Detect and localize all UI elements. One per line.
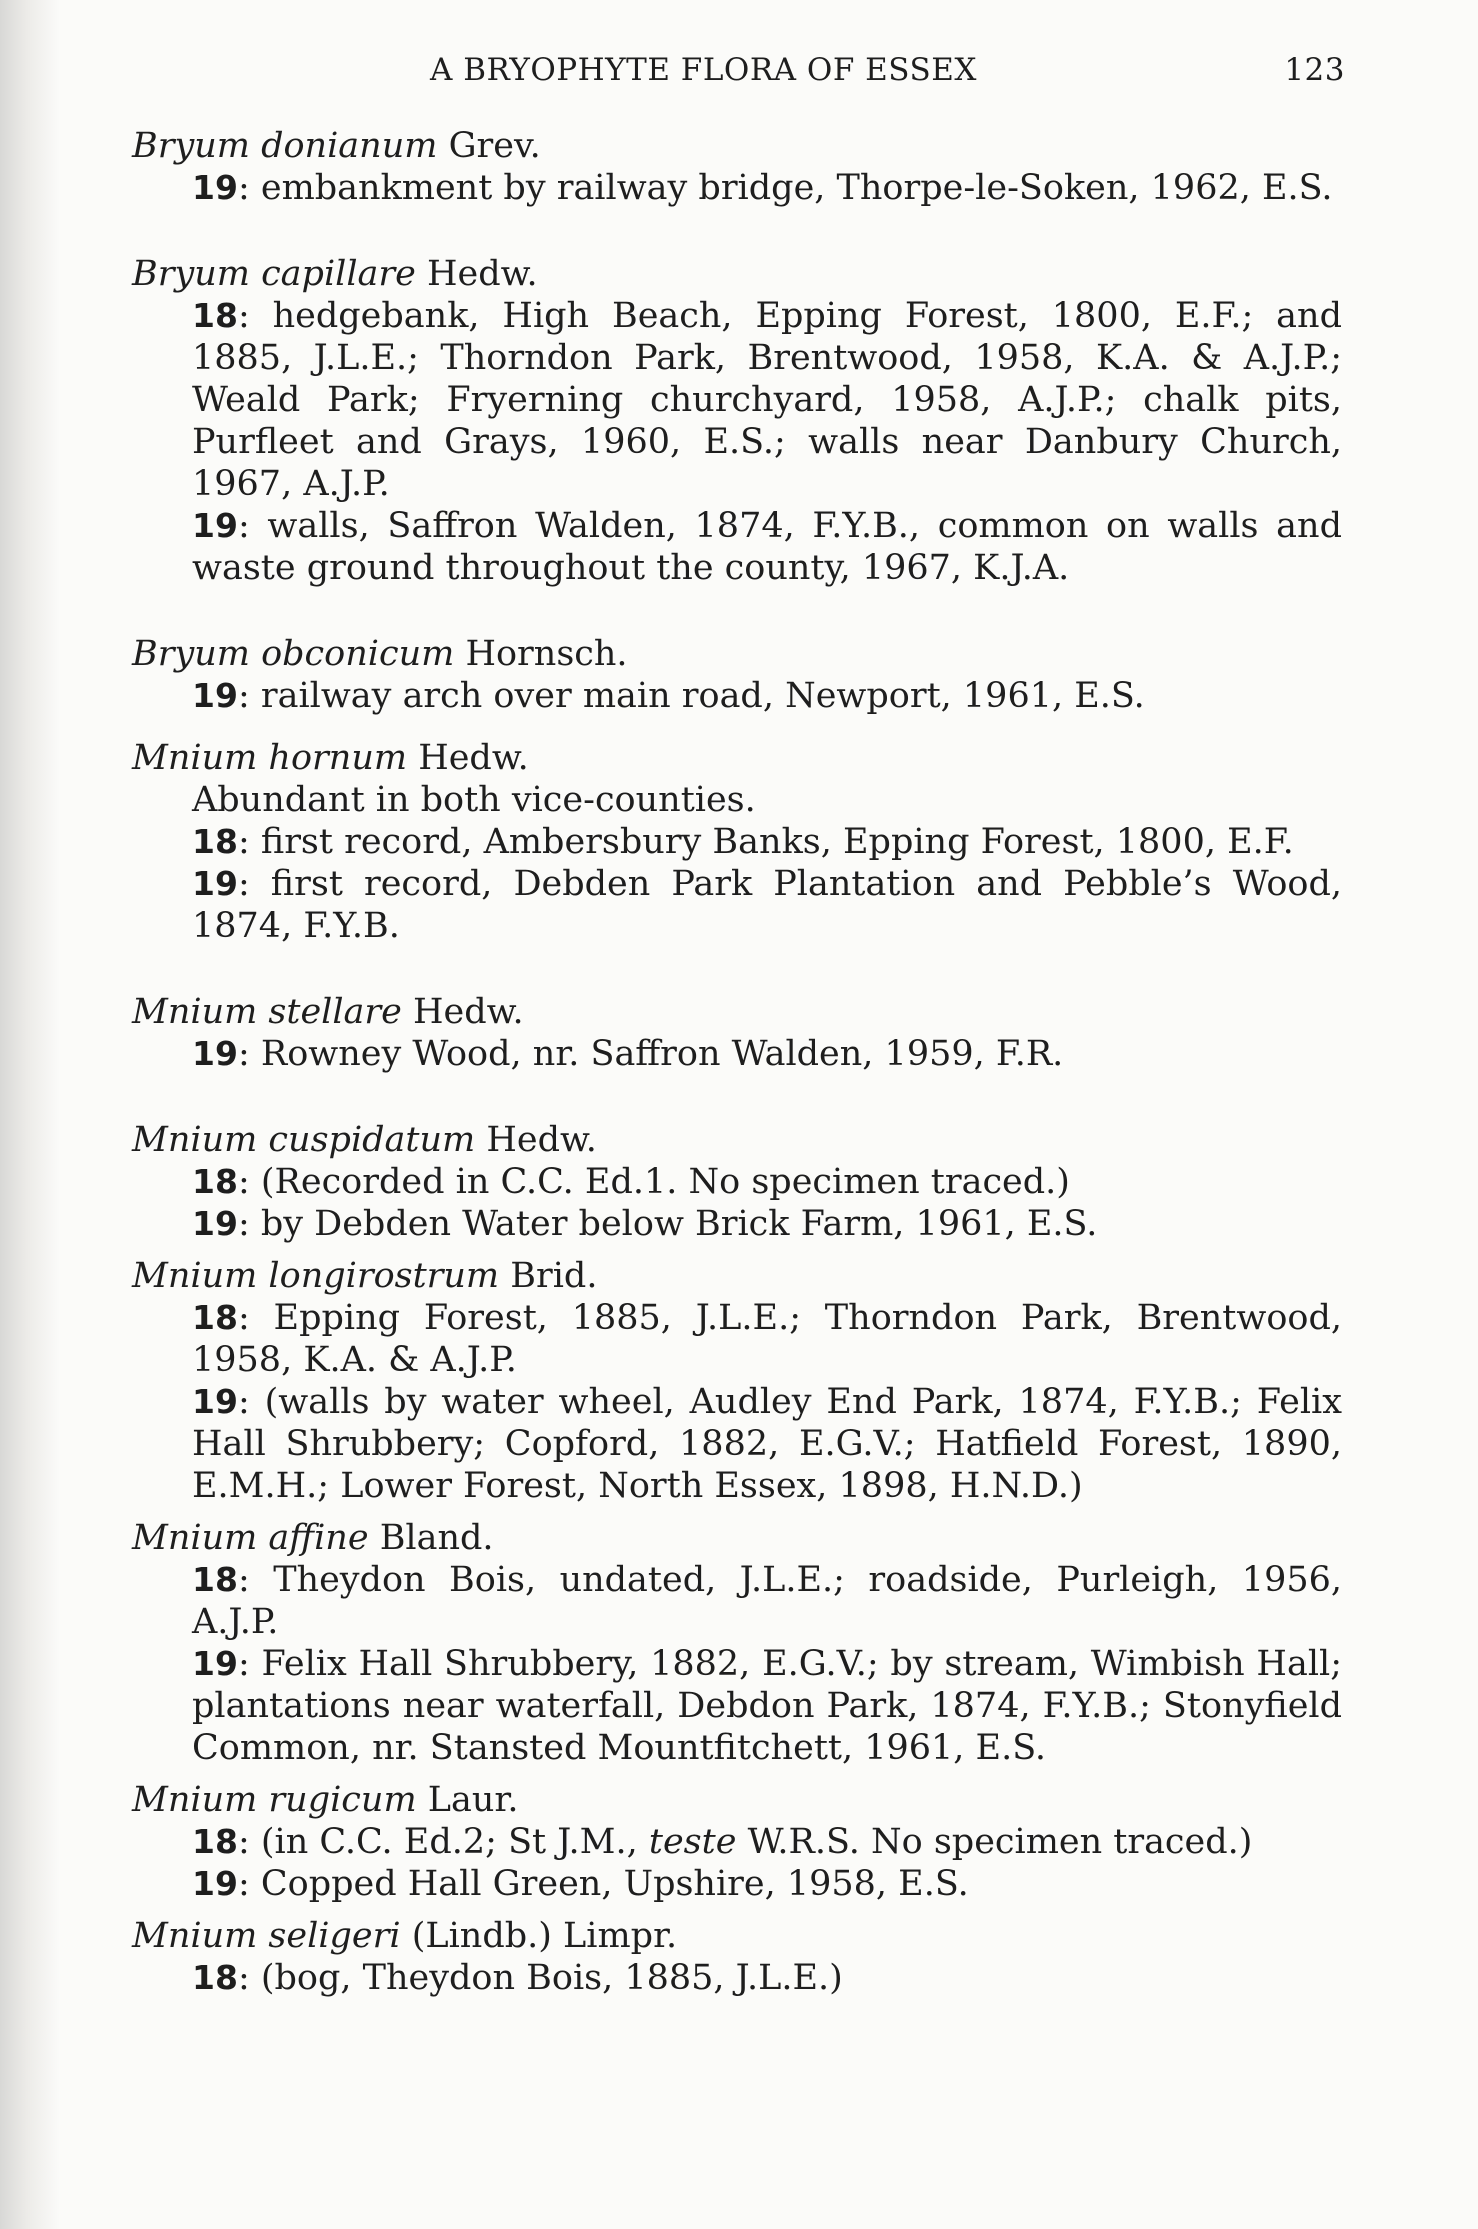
vice-county: 18: [192, 1822, 238, 1861]
record-text: : Theydon Bois, undated, J.L.E.; roadside, Purleigh, 1956, A.J.P.: [192, 1560, 1342, 1642]
vice-county: 18: [192, 1162, 238, 1201]
authority: (Lindb.) Limpr.: [411, 1916, 678, 1956]
species-entry: [132, 991, 1342, 1075]
taxon-name: Mnium rugicum: [132, 1780, 417, 1820]
authority: Hedw.: [427, 254, 538, 294]
record: [132, 1033, 1342, 1075]
record: [132, 1161, 1342, 1203]
record-text: : first record, Ambersbury Banks, Epping Forest, 1800, E.F.: [237, 822, 1294, 862]
page-edge-shadow: [0, 0, 60, 2229]
record-text: : first record, Debden Park Plantation and Pebble’s Wood, 1874, F.Y.B.: [192, 864, 1342, 946]
taxon-name: Mnium cuspidatum: [132, 1120, 476, 1160]
taxon-name: Bryum donianum: [132, 126, 438, 166]
species-entry: [132, 1517, 1342, 1769]
authority: Hedw.: [413, 992, 524, 1032]
species-heading: [132, 633, 1342, 675]
record: [132, 1863, 1342, 1905]
record: [132, 505, 1342, 589]
record: [132, 675, 1342, 717]
species-heading: [132, 1255, 1342, 1297]
vice-county: 19: [192, 676, 238, 715]
page-number: 123: [1284, 52, 1345, 88]
vice-county: 18: [192, 296, 238, 335]
vice-county: 19: [192, 168, 238, 207]
record: [132, 295, 1342, 505]
vice-county: 19: [192, 1382, 238, 1421]
species-heading: [132, 737, 1342, 779]
flora-text: [132, 125, 1342, 1999]
vice-county: 19: [192, 506, 238, 545]
running-title: A BRYOPHYTE FLORA OF ESSEX: [430, 52, 977, 88]
authority: Laur.: [427, 1780, 519, 1820]
record: [132, 1381, 1342, 1507]
record: [132, 1297, 1342, 1381]
record: [132, 1821, 1342, 1863]
record-text: W.R.S. No specimen traced.): [736, 1822, 1253, 1862]
vice-county: 18: [192, 1298, 238, 1337]
record-text-italic: teste: [648, 1822, 737, 1862]
page-header: [130, 52, 1345, 100]
species-heading: [132, 1517, 1342, 1559]
authority: Hornsch.: [465, 634, 628, 674]
record-text: : Copped Hall Green, Upshire, 1958, E.S.: [237, 1864, 969, 1904]
species-entry: [132, 633, 1342, 717]
species-heading: [132, 1779, 1342, 1821]
vice-county: 19: [192, 864, 238, 903]
record-text: : (in C.C. Ed.2; St J.M.,: [237, 1822, 649, 1862]
record: [132, 1643, 1342, 1769]
species-heading: [132, 1915, 1342, 1957]
record-text: : (bog, Theydon Bois, 1885, J.L.E.): [237, 1958, 843, 1998]
taxon-name: Mnium seligeri: [132, 1916, 401, 1956]
vice-county: 19: [192, 1204, 238, 1243]
vice-county: 18: [192, 1958, 238, 1997]
record-text: : (walls by water wheel, Audley End Park, 1874, F.Y.B.; Felix Hall Shrubbery; Copford, 1882, E.G.V.; Hatfield Forest, 1890, E.M.H.; Lower Forest, North Essex, 1898, H.N.D.): [192, 1382, 1342, 1506]
species-heading: [132, 991, 1342, 1033]
record-text: : (Recorded in C.C. Ed.1. No specimen traced.): [237, 1162, 1070, 1202]
species-entry: [132, 737, 1342, 947]
taxon-name: Mnium longirostrum: [132, 1256, 500, 1296]
taxon-name: Mnium affine: [132, 1518, 369, 1558]
species-entry: [132, 1255, 1342, 1507]
record-text: : embankment by railway bridge, Thorpe-le-Soken, 1962, E.S.: [237, 168, 1333, 208]
record-text: : Rowney Wood, nr. Saffron Walden, 1959, F.R.: [237, 1034, 1064, 1074]
vice-county: 18: [192, 822, 238, 861]
authority: Hedw.: [486, 1120, 597, 1160]
authority: Bland.: [379, 1518, 494, 1558]
species-heading: [132, 253, 1342, 295]
vice-county: 19: [192, 1034, 238, 1073]
taxon-name: Bryum obconicum: [132, 634, 455, 674]
species-entry: [132, 1779, 1342, 1905]
record: [132, 1559, 1342, 1643]
record: [132, 1957, 1342, 1999]
note-text: Abundant in both vice-counties.: [192, 780, 756, 820]
record-text: : railway arch over main road, Newport, 1961, E.S.: [237, 676, 1145, 716]
species-entry: [132, 1119, 1342, 1245]
record: [132, 821, 1342, 863]
authority: Hedw.: [418, 738, 529, 778]
species-entry: [132, 253, 1342, 589]
taxon-name: Mnium hornum: [132, 738, 408, 778]
record: [132, 1203, 1342, 1245]
record: [132, 167, 1342, 209]
species-entry: [132, 125, 1342, 209]
species-note: [132, 779, 1342, 821]
species-heading: [132, 1119, 1342, 1161]
vice-county: 18: [192, 1560, 238, 1599]
record-text: : Felix Hall Shrubbery, 1882, E.G.V.; by stream, Wimbish Hall; plantations near waterfall, Debdon Park, 1874, F.Y.B.; Stonyfield Common, nr. Stansted Mountfitchett, 1961, E.S.: [192, 1644, 1342, 1768]
authority: Grev.: [448, 126, 541, 166]
taxon-name: Bryum capillare: [132, 254, 416, 294]
record-text: : walls, Saffron Walden, 1874, F.Y.B., common on walls and waste ground throughout the county, 1967, K.J.A.: [192, 506, 1342, 588]
taxon-name: Mnium stellare: [132, 992, 402, 1032]
vice-county: 19: [192, 1644, 238, 1683]
species-entry: [132, 1915, 1342, 1999]
species-heading: [132, 125, 1342, 167]
record-text: : hedgebank, High Beach, Epping Forest, 1800, E.F.; and 1885, J.L.E.; Thorndon Park, Brentwood, 1958, K.A. & A.J.P.; Weald Park; Fryerning churchyard, 1958, A.J.P.; chalk pits, Purfleet and Grays, 1960, E.S.; walls near Danbury Church, 1967, A.J.P.: [192, 296, 1342, 504]
record-text: : Epping Forest, 1885, J.L.E.; Thorndon Park, Brentwood, 1958, K.A. & A.J.P.: [192, 1298, 1342, 1380]
record-text: : by Debden Water below Brick Farm, 1961, E.S.: [237, 1204, 1098, 1244]
record: [132, 863, 1342, 947]
vice-county: 19: [192, 1864, 238, 1903]
authority: Brid.: [510, 1256, 598, 1296]
